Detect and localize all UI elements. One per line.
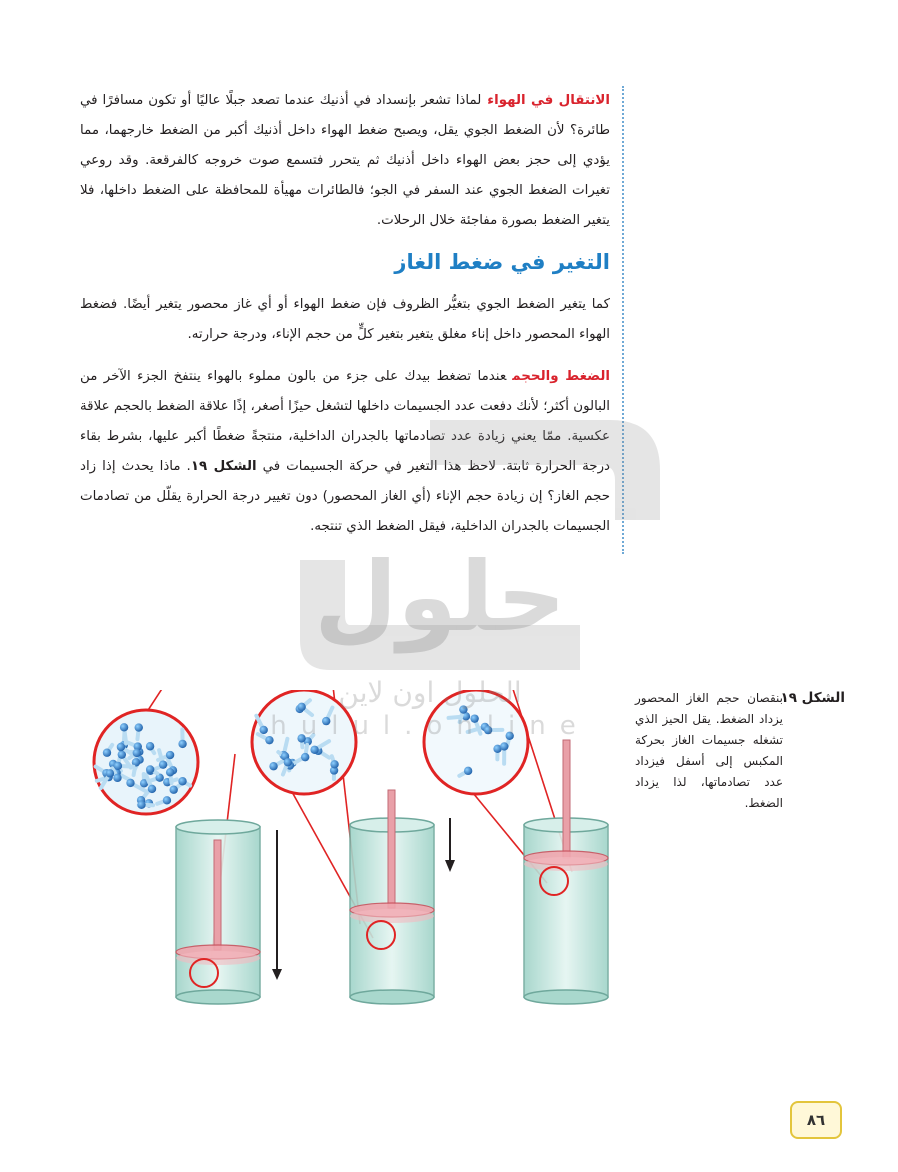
gas-particle (297, 734, 305, 742)
gas-particle (117, 743, 125, 751)
gas-particle (114, 762, 122, 770)
paragraph-pressure-volume (80, 362, 610, 542)
gas-particle (459, 705, 467, 713)
gas-particle (330, 760, 338, 768)
gas-particle (169, 786, 177, 794)
gas-particle (148, 785, 156, 793)
gas-particle (178, 777, 186, 785)
gas-particle (133, 749, 141, 757)
watermark-arabic: الحلول اون لاين (338, 676, 522, 709)
gas-particle (126, 779, 134, 787)
gas-particle (265, 736, 273, 744)
gas-particle (269, 762, 277, 770)
gas-particle (163, 796, 171, 804)
keyword-pressure-volume: الضغط والحجم (512, 369, 610, 384)
gas-particle (146, 765, 154, 773)
gas-particle (484, 726, 492, 734)
gas-particle (135, 723, 143, 731)
figure-reference[interactable]: الشكل ١٩ (190, 459, 257, 474)
watermark-latin: hulul.online (270, 711, 590, 741)
gas-particle (113, 774, 121, 782)
cylinder-expanded (424, 690, 608, 1004)
watermark-logo: حلول (314, 541, 566, 653)
gas-particle (166, 768, 174, 776)
gas-particle (166, 751, 174, 759)
gas-particle (103, 749, 111, 757)
gas-particle (106, 769, 114, 777)
paragraph-pressure-volume-text-b: . ماذا يحدث إذا زاد حجم الغاز؟ إن زيادة حجم الإناء (أي الغاز المحصور) دون تغيير درجة الحرارة يقلّل من تصادمات الجسيمات بالجدران الداخلية، فيقل الضغط الذي تنتجه. (80, 459, 610, 534)
gas-particle (464, 767, 472, 775)
gas-particle (146, 742, 154, 750)
paragraph-air-travel (80, 86, 610, 236)
gas-particle (259, 726, 267, 734)
gas-particle (297, 703, 305, 711)
main-text-column (80, 86, 624, 554)
gas-particle (284, 758, 292, 766)
gas-particle (322, 717, 330, 725)
paragraph-gas-pressure: كما يتغير الضغط الجوي بتغيُّر الظروف فإن ضغط الهواء أو أي غاز محصور يتغير أيضًا. فضغط الهواء المحصور داخل إناء مغلق يتغير بتغير كلٍّ من حجم الإناء، ودرجة حرارته. (80, 297, 610, 342)
gas-particle (178, 740, 186, 748)
section-title: التغير في ضغط الغاز (394, 250, 610, 274)
gas-particle (470, 714, 478, 722)
gas-particle (500, 742, 508, 750)
page-number: ٨٦ (790, 1101, 842, 1139)
gas-particle (506, 732, 514, 740)
gas-particle (310, 746, 318, 754)
gas-particle (120, 723, 128, 731)
paragraph-pressure-volume-text-a: عندما تضغط بيدك على جزء من بالون مملوء بالهواء ينتفخ الجزء الآخر من البالون أكثر؛ لأنك دفعت عدد الجسيمات داخلها لتشغل حيزًا أصغر، إذًا علاقة الضغط بالحجم علاقة عكسية. ممّا يعني زيادة عدد تصادماتها بالجدران الداخلية، منتجةً ضغطًا أكبر عليها، بشرط بقاء درجة الحرارة ثابتة. لاحظ هذا التغير في حركة الجسيمات في (80, 369, 610, 474)
gas-particle (301, 753, 309, 761)
gas-particle (159, 760, 167, 768)
figure-caption (635, 688, 845, 814)
figure-caption-text: بنقصان حجم الغاز المحصور يزداد الضغط. يقل الحيز الذي تشغله جسيمات الغاز بحركة المكبس إلى أسفل فيزداد عدد تصادماتها، لذا يزداد الضغط. (635, 691, 783, 810)
gas-particle (137, 801, 145, 809)
keyword-air-travel: الانتقال في الهواء (487, 93, 610, 108)
figure-label: الشكل ١٩ (780, 690, 845, 706)
paragraph-air-travel-text: لماذا تشعر بإنسداد في أذنيك عندما تصعد جبلًا عاليًا أو تكون مسافرًا في طائرة؟ لأن الضغط الجوي يقل، ويصبح ضغط الهواء داخل أذنيك أكبر من الضغط خارجهما، مما يؤدي إلى حجز بعض الهواء داخل أذنيك ثم يتحرر فتسمع صوت خروجه كالفرقعة. وقد روعي تغيرات الضغط الجوي عند السفر في الجو؛ فالطائرات مهيأة للمحافظة على الضغط داخلها، فلا يتغير الضغط بصورة مفاجئة خلال الرحلات. (80, 93, 610, 228)
piston-figure (92, 690, 617, 1010)
